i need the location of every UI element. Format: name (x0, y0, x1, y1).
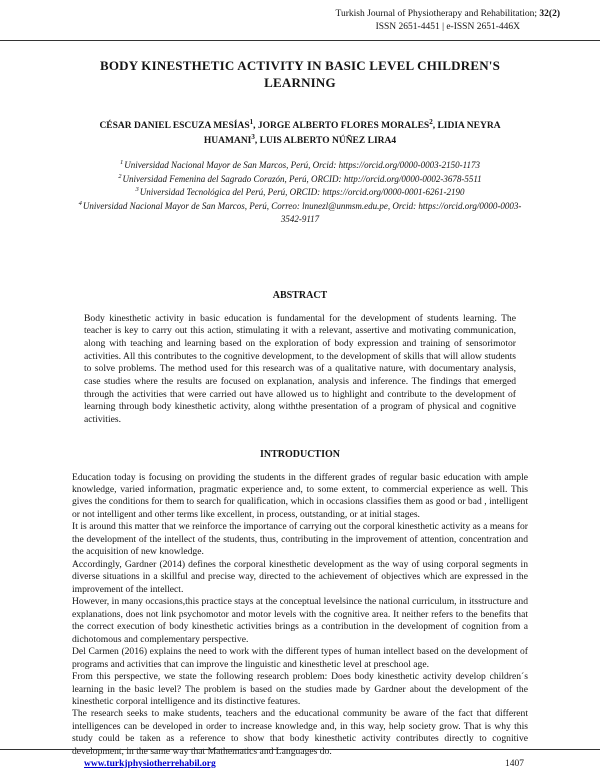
affiliation-superscript: 1 (120, 158, 124, 166)
journal-title-line (336, 8, 560, 21)
introduction-heading: INTRODUCTION (259, 448, 340, 460)
affiliation-superscript: 4 (78, 200, 82, 208)
affiliation-line (78, 158, 522, 172)
affiliation-line (78, 172, 522, 186)
intro-paragraph: Accordingly, Gardner (2014) defines the corporal kinesthetic development as the way of using corporal segments in diverse situations in a skillful and precise way, directed to the achievement of objectives which are expressed in the improvement of the intellect. (72, 558, 528, 595)
header-divider (0, 40, 600, 41)
journal-header-block (336, 8, 560, 34)
author-superscript: 1 (249, 117, 254, 126)
intro-paragraph: However, in many occasions,this practice stays at the conceptual levelsince the national curriculum, in itsstructure and explanations, does not link psychomotor and motor levels with the cognitive area. It neither refers to the benefits that the correct execution of body kinesthetic activities brings as a contribution in the development of cognition from a dichotomous and complementary perspective. (72, 596, 528, 645)
affiliation-text: Universidad Femenina del Sagrado Corazón, Perú, ORCID: http://orcid.org/0000-0002-3678-5511 (122, 173, 482, 184)
page-number: 1407 (505, 759, 524, 769)
affiliation-line (78, 199, 522, 226)
affiliation-line (78, 185, 522, 199)
paper-title: BODY KINESTHETIC ACTIVITY IN BASIC LEVEL CHILDREN'S LEARNING (99, 57, 501, 91)
author-superscript: 3 (251, 133, 255, 142)
abstract-text: Body kinesthetic activity in basic education is fundamental for the development of students learning. The teacher is key to carry out this action, stimulating it with a relevant, assertive and motivating communication, along with teaching and learning based on the exploration of body expression and training of sensorimotor activities. All this contributes to the cognitive development, to the development of skills that will allow students to solve problems. The method used for this research was of a qualitative nature, with documentary analysis, case studies where the results are focused on explanation, analysis and inference. The findings that emerged through the activities that were carried out have allowed us to highlight and contribute to the development of learning through body kinesthetic activity, along withthe presentation of a program of physical and cognitive activities. (84, 312, 516, 425)
author-name: CÉSAR DANIEL ESCUZA MESÍAS (99, 121, 250, 132)
affiliation-superscript: 3 (135, 186, 139, 194)
affiliation-superscript: 2 (118, 172, 122, 180)
introduction-body (72, 472, 528, 759)
affiliation-text: Universidad Nacional Mayor de San Marcos, Perú, Orcid: https://orcid.org/0000-0003-2150-1173 (124, 159, 480, 170)
abstract-heading: ABSTRACT (272, 289, 328, 301)
issn-line: ISSN 2651-4451 | e-ISSN 2651-446X (375, 21, 520, 32)
author-name: , JORGE ALBERTO FLORES MORALES (253, 121, 430, 132)
affiliations-block (78, 158, 522, 226)
intro-paragraph: The research seeks to make students, teachers and the educational community be aware of the fact that different intelligences can be developed in order to increase knowledge and, in this way, help society grow. That is why this study could be taken as a reference to show that body kinesthetic activity contributes directly to cognitive development, in the same way that Mathematics and Languages do. (72, 708, 528, 757)
intro-paragraph: From this perspective, we state the following research problem: Does body kinesthetic activity develop children´s learning in the basic level? The problem is based on the studies made by Gardner about the development of the kinesthetic corporal intelligence and its distinctive features. (72, 671, 528, 707)
affiliation-text: Universidad Tecnológica del Perú, Perú, ORCID: https://orcid.org/0000-0001-6261-2190 (139, 187, 465, 198)
footer-link[interactable]: www.turkjphysiotherrehabil.org (84, 759, 216, 769)
author-name: , LUIS ALBERTO NÚÑEZ LIRA4 (254, 136, 397, 147)
footer-divider (0, 749, 600, 750)
intro-paragraph: It is around this matter that we reinforce the importance of carrying out the corporal kinesthetic activity as a means for the development of the intellect of the students, thus, contributing in the improvement of attention, concentration and the acquisition of new knowledge. (72, 521, 528, 558)
intro-paragraph: Education today is focusing on providing the students in the different grades of regular basic education with ample knowledge, varied information, pragmatic experience and, to some extent, to commercial experience as well. This gives the conditions for them to search for qualification, which in occasions classifies them as good or bad , intelligent or not intelligent and other terms like excellent, in process, outstanding, or at initial stages. (72, 471, 528, 520)
intro-paragraph: Del Carmen (2016) explains the need to work with the different types of human intellect based on the development of programs and activities that can improve the linguistic and kinesthetic level at preschool age. (72, 646, 528, 670)
journal-header (0, 0, 600, 38)
authors-line (80, 118, 520, 149)
journal-name: Turkish Journal of Physiotherapy and Rehabilitation; (335, 9, 538, 19)
affiliation-text: Universidad Nacional Mayor de San Marcos, Perú, Correo: lnunezl@unmsm.edu.pe, Orcid: https://orcid.org/0000-0003-3542-9117 (82, 201, 522, 224)
author-name: , LIDIA NEYRA HUAMANI (203, 121, 501, 147)
footer (84, 759, 524, 769)
author-superscript: 2 (429, 117, 433, 126)
journal-issue: 32(2) (539, 9, 560, 19)
